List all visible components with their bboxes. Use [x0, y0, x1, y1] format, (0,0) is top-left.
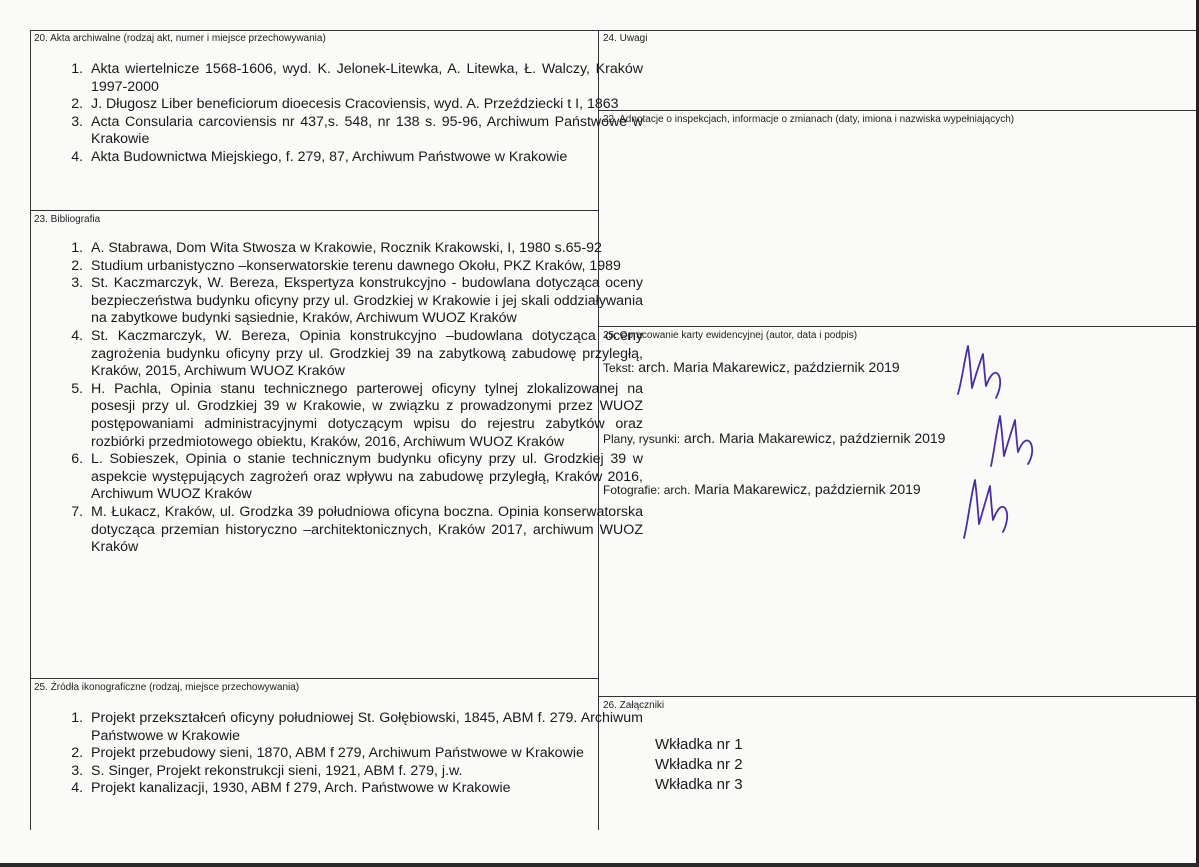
attachment-item: Wkładka nr 1	[655, 736, 743, 753]
section-25b-label: 25. Opracowanie karty ewidencyjnej (autor, data i podpis)	[603, 330, 858, 341]
photos-author-prefix: Fotografie: arch.	[603, 483, 691, 497]
section-20-label: 20. Akta archiwalne (rodzaj akt, numer i miejsce przechowywania)	[34, 33, 326, 44]
list-item: 2. Projekt przebudowy sieni, 1870, ABM f 279, Archiwum Państwowe w Krakowie	[87, 745, 643, 763]
section-26-label: 26. Załączniki	[603, 700, 665, 711]
list-item: 5. H. Pachla, Opinia stanu technicznego parterowej oficyny tylnej zlokalizowanej na posesji przy ul. Grodzkiej 39 w Krakowie, w związku z prowadzonymi przez WUOZ postępowaniami administracyjnymi dotyczącym wpisu do rejestru zabytków oraz rozbiórki przedmiotowego obiektu, Kraków, 2016, Archiwum WUOZ Kraków	[87, 381, 643, 451]
list-item: 1. Projekt przekształceń oficyny południowej St. Gołębiowski, 1845, ABM f. 279. Archiwum Państwowe w Krakowie	[87, 710, 643, 745]
attachment-item: Wkładka nr 3	[655, 776, 743, 793]
plans-author-value: arch. Maria Makarewicz, październik 2019	[684, 430, 946, 446]
left-rule	[30, 30, 31, 830]
photos-author-line	[603, 481, 921, 497]
list-item: 4. St. Kaczmarczyk, W. Bereza, Opinia konstrukcyjno –budowlana dotycząca oceny zagrożenia budynku oficyny przy ul. Grodzkiej 39 na zabytkową zabudowę przyległą, Kraków, 2015, Archiwum WUOZ Kraków	[87, 328, 643, 381]
plans-author-prefix: Plany, rysunki:	[603, 432, 681, 446]
signature-photos	[958, 470, 1018, 542]
list-item: 3. S. Singer, Projekt rekonstrukcji sieni, 1921, ABM f. 279, j.w.	[87, 763, 643, 781]
rule-s25b	[598, 326, 1199, 327]
text-author-prefix: Tekst:	[603, 361, 635, 375]
plans-author-line	[603, 430, 945, 446]
rule-s25a	[30, 678, 598, 679]
rule-s23	[30, 210, 598, 211]
list-item: 1. A. Stabrawa, Dom Wita Stwosza w Krakowie, Rocznik Krakowski, I, 1980 s.65-92	[87, 240, 643, 258]
list-item: 6. L. Sobieszek, Opinia o stanie technicznym budynku oficyny przy ul. Grodzkiej 39 w aspekcie występujących zagrożeń oraz wpływu na zabudowę przyległą, Kraków 2016, Archiwum WUOZ Kraków	[87, 451, 643, 504]
section-22-label: 22. Adnotacje o inspekcjach, informacje o zmianach (daty, imiona i nazwiska wypełniających)	[603, 114, 1015, 125]
signature-text	[952, 340, 1012, 402]
section-24-label: 24. Uwagi	[603, 33, 648, 44]
section-20-list	[34, 61, 643, 167]
list-item: 7. M. Łukacz, Kraków, ul. Grodzka 39 południowa oficyna boczna. Opinia konserwatorska dotycząca przemian historyczno –architektonicznych, Kraków 2017, archiwum WUOZ Kraków	[87, 504, 643, 557]
text-author-value: arch. Maria Makarewicz, październik 2019	[638, 359, 900, 375]
top-rule	[30, 30, 1199, 31]
list-item: 3. Acta Consularia carcoviensis nr 437,s. 548, nr 138 s. 95-96, Archiwum Państwowe w Krakowie	[87, 114, 643, 149]
list-item: 2. J. Długosz Liber beneficiorum dioecesis Cracoviensis, wyd. A. Przeździecki t I, 1863	[87, 96, 643, 114]
section-23-list	[34, 240, 643, 557]
photos-author-value: Maria Makarewicz, październik 2019	[694, 481, 921, 497]
signature-plans	[985, 408, 1040, 470]
list-item: 1. Akta wiertelnicze 1568-1606, wyd. K. Jelonek-Litewka, A. Litewka, Ł. Walczy, Kraków 1997-2000	[87, 61, 643, 96]
section-23-label: 23. Bibliografia	[34, 214, 101, 225]
attachment-item: Wkładka nr 2	[655, 756, 743, 773]
list-item: 2. Studium urbanistyczno –konserwatorskie terenu dawnego Okołu, PKZ Kraków, 1989	[87, 258, 643, 276]
rule-s22	[598, 110, 1199, 111]
list-item: 4. Projekt kanalizacji, 1930, ABM f 279, Arch. Państwowe w Krakowie	[87, 780, 643, 798]
section-25a-list	[34, 710, 643, 798]
rule-s26	[598, 696, 1199, 697]
section-25a-label: 25. Źródła ikonograficzne (rodzaj, miejsce przechowywania)	[34, 682, 300, 693]
list-item: 3. St. Kaczmarczyk, W. Bereza, Ekspertyza konstrukcyjno - budowlana dotycząca oceny bezpieczeństwa budynku oficyny przy ul. Grodzkiej w Krakowie i jej skali oddziaływania na zabytkowe budynki sąsiednie, Kraków, Archiwum WUOZ Kraków	[87, 275, 643, 328]
text-author-line	[603, 359, 900, 375]
scan-edge-bottom	[0, 863, 1199, 867]
attachments-list	[655, 735, 743, 795]
list-item: 4. Akta Budownictwa Miejskiego, f. 279, 87, Archiwum Państwowe w Krakowie	[87, 149, 643, 167]
